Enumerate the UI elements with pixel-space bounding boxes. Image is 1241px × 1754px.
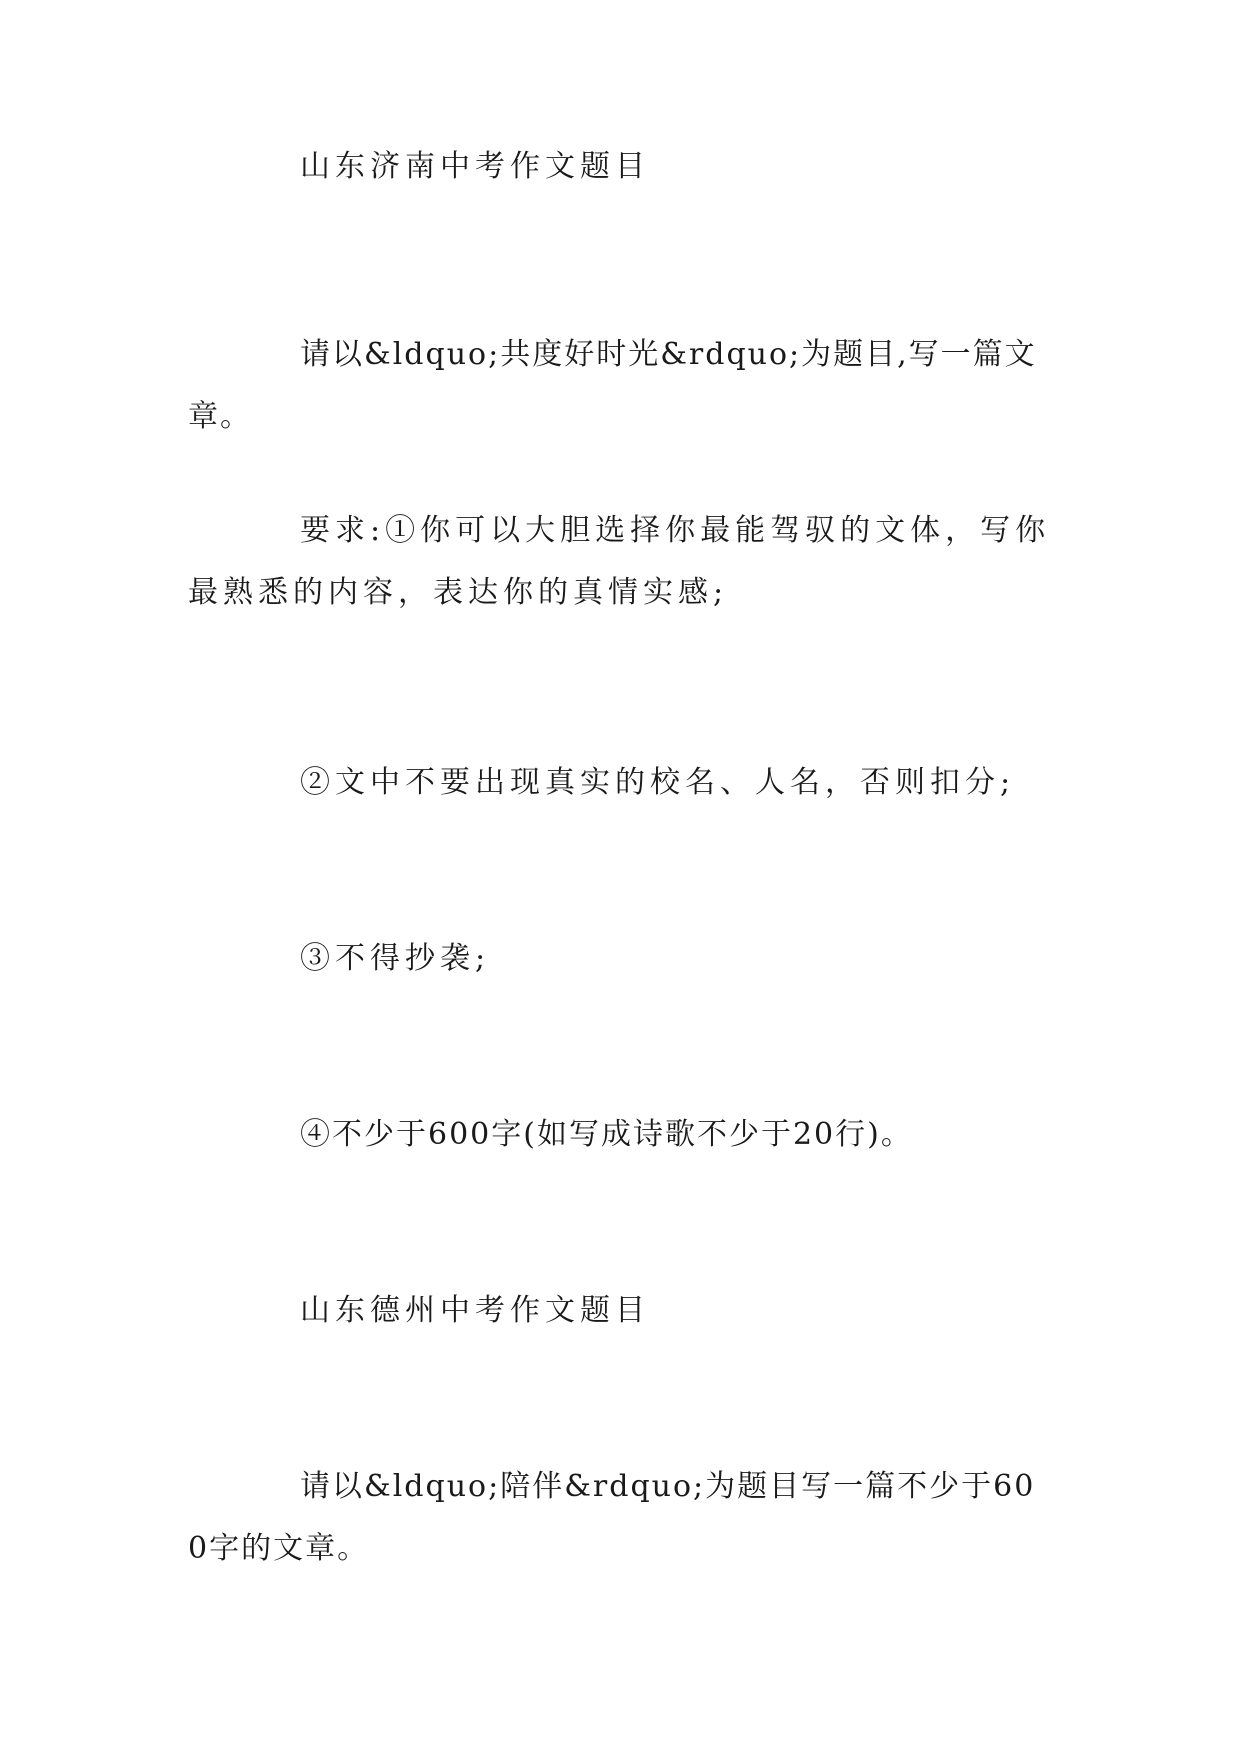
section-heading-jinan: 山东济南中考作文题目 bbox=[300, 149, 650, 184]
jinan-prompt: 请以&ldquo;共度好时光&rdquo;为题目,写一篇文章。 bbox=[188, 337, 1037, 434]
jinan-requirement-2: ②文中不要出现真实的校名、人名，否则扣分; bbox=[300, 765, 1016, 800]
dezhou-prompt: 请以&ldquo;陪伴&rdquo;为题目写一篇不少于600字的文章。 bbox=[188, 1469, 1036, 1566]
jinan-requirement-1: 要求:①你可以大胆选择你最能驾驭的文体，写你最熟悉的内容，表达你的真情实感; bbox=[188, 513, 1051, 610]
jinan-requirement-4: ④不少于600字(如写成诗歌不少于20行)。 bbox=[300, 1117, 913, 1152]
jinan-requirement-3: ③不得抄袭; bbox=[300, 941, 491, 976]
section-heading-dezhou: 山东德州中考作文题目 bbox=[300, 1293, 650, 1328]
